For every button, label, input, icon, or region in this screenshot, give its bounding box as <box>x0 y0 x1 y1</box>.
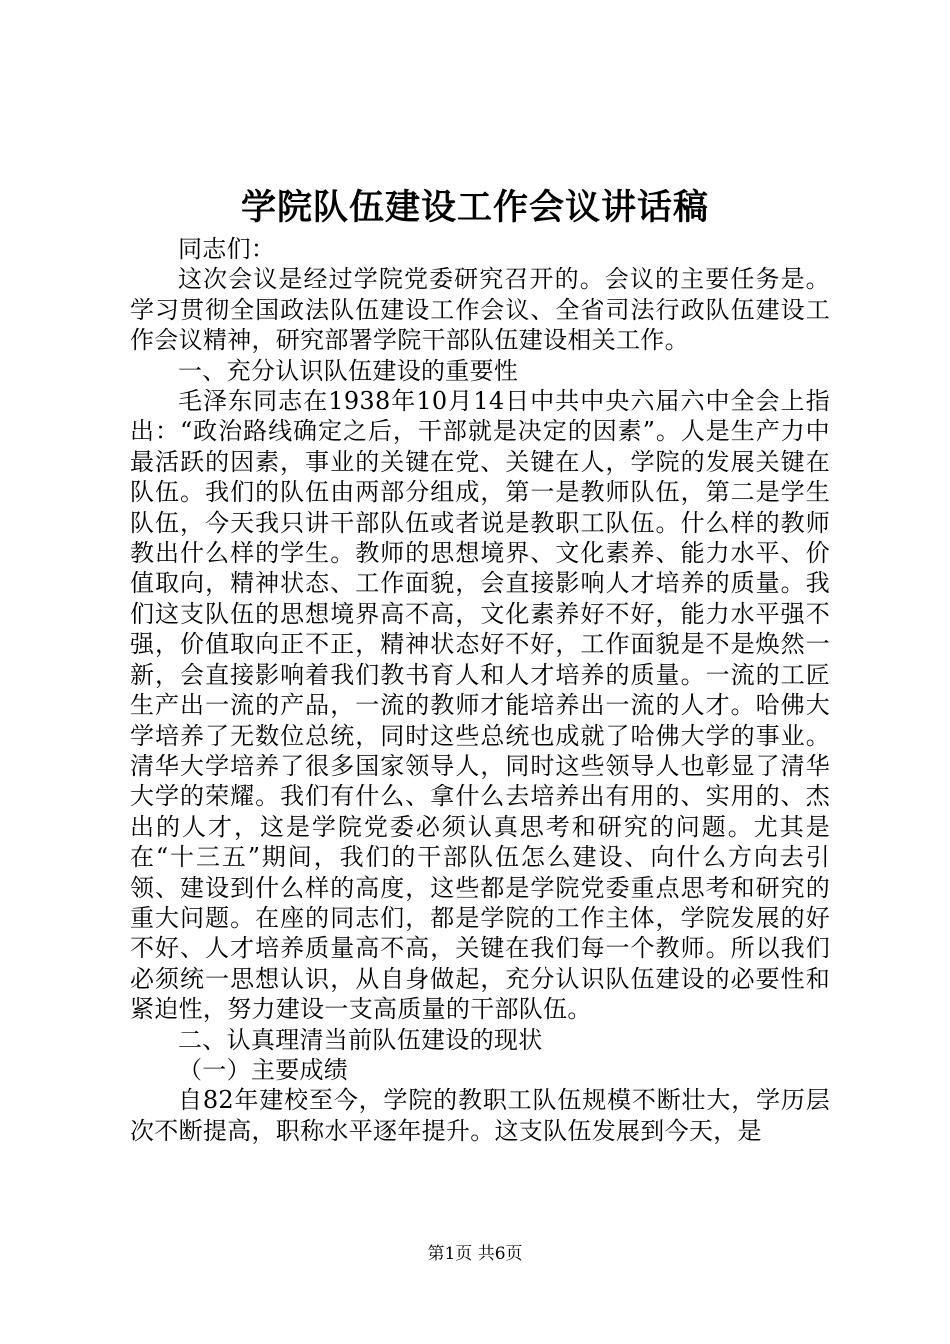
document-body <box>130 234 830 1146</box>
page-number: 第1页 共6页 <box>427 1244 523 1264</box>
document-title: 学院队伍建设工作会议讲话稿 <box>240 187 709 228</box>
subsection-heading-1: （一）主要成绩 <box>178 1055 349 1084</box>
body-paragraph-continued: 自82年建校至今，学院的教职工队伍规模不断壮大，学历层次不断提高，职称水平逐年提升。这支队伍发展到今天，是 <box>130 1086 830 1145</box>
body-paragraph: 毛泽东同志在1938年10月14日中共中央六届六中全会上指出：“政治路线确定之后，干部就是决定的因素”。人是生产力中最活跃的因素，事业的关键在党、关键在人，学院的发展关键在队伍。我们的队伍由两部分组成，第一是教师队伍，第二是学生队伍，今天我只讲干部队伍或者说是教职工队伍。什么样的教师教出什么样的学生。教师的思想境界、文化素养、能力水平、价值取向，精神状态、工作面貌，会直接影响人才培养的质量。我们这支队伍的思想境界高不高，文化素养好不好，能力水平强不强，价值取向正不正，精神状态好不好，工作面貌是不是焕然一新，会直接影响着我们教书育人和人才培养的质量。一流的工匠生产出一流的产品，一流的教师才能培养出一流的人才。哈佛大学培养了无数位总统，同时这些总统也成就了哈佛大学的事业。清华大学培养了很多国家领导人，同时这些领导人也彰显了清华大学的荣耀。我们有什么、拿什么去培养出有用的、实用的、杰出的人才，这是学院党委必须认真思考和研究的问题。尤其是在“十三五”期间，我们的干部队伍怎么建设、向什么方向去引领、建设到什么样的高度，这些都是学院党委重点思考和研究的重大问题。在座的同志们，都是学院的工作主体，学院发展的好不好、人才培养质量高不高，关键在我们每一个教师。所以我们必须统一思想认识，从自身做起，充分认识队伍建设的必要性和紧迫性，努力建设一支高质量的干部队伍。 <box>130 387 830 1024</box>
greeting-paragraph: 同志们： <box>178 235 276 263</box>
page-footer <box>0 1242 950 1266</box>
intro-paragraph: 这次会议是经过学院党委研究召开的。会议的主要任务是。学习贯彻全国政法队伍建设工作会议、全省司法行政队伍建设工作会议精神，研究部署学院干部队伍建设相关工作。 <box>130 265 830 355</box>
section-heading-2: 二、认真理清当前队伍建设的现状 <box>178 1025 543 1054</box>
section-heading-1: 一、充分认识队伍建设的重要性 <box>178 356 519 385</box>
